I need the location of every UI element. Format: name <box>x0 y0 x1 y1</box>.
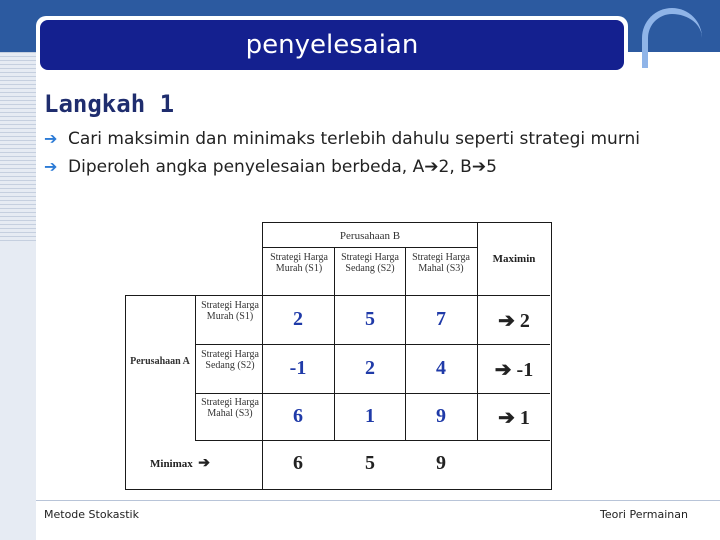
col-header-s3: Strategi Harga Mahal (S3) <box>412 252 470 274</box>
minimax-value: 5 <box>365 452 375 474</box>
inline-arrow-icon: ➔ <box>471 157 487 177</box>
table-line <box>195 440 550 441</box>
footer-right: Teori Permainan <box>600 508 688 521</box>
bullet-list <box>44 128 704 184</box>
row-header-s3: Strategi Harga Mahal (S3) <box>201 397 259 419</box>
col-header-s2: Strategi Harga Sedang (S2) <box>341 252 399 274</box>
bullet-text: Cari maksimin dan minimaks terlebih dahulu seperti strategi murni <box>68 129 641 149</box>
slide-heading: Langkah 1 <box>44 90 175 118</box>
cell-value: 7 <box>436 308 446 330</box>
table-line <box>477 222 478 440</box>
maximin-number: 1 <box>519 407 530 429</box>
left-decor-lines <box>0 52 36 242</box>
cell-value: 2 <box>293 308 303 330</box>
arrow-icon: ➔ <box>498 407 515 429</box>
footer-left: Metode Stokastik <box>44 508 139 521</box>
minimax-value: 9 <box>436 452 446 474</box>
cell-value: 9 <box>436 405 446 427</box>
slide-title: penyelesaian <box>245 30 419 60</box>
minimax-text: Minimax <box>150 458 193 470</box>
bullet-arrow-icon: ➔ <box>44 157 58 176</box>
minimax-value: 6 <box>293 452 303 474</box>
table-line <box>405 247 406 440</box>
bullet-arrow-icon: ➔ <box>44 129 58 148</box>
maximin-value <box>480 308 548 333</box>
bullet-text <box>68 156 704 178</box>
table-line <box>195 295 550 296</box>
cell-value: 4 <box>436 357 446 379</box>
row-header-s2: Strategi Harga Sedang (S2) <box>201 349 259 371</box>
arrow-icon: ➔ <box>498 310 515 332</box>
cell-value: 2 <box>365 357 375 379</box>
maximin-value <box>480 405 548 430</box>
cell-value: 6 <box>293 405 303 427</box>
title-bar <box>40 20 624 70</box>
company-a-label: Perusahaan A <box>130 356 190 367</box>
cell-value: -1 <box>289 357 307 379</box>
table-line <box>195 344 550 345</box>
bullet-text-before: Diperoleh angka penyelesaian berbeda, A <box>68 157 425 177</box>
logo-arc-icon <box>642 8 702 68</box>
maximin-value <box>480 357 548 382</box>
inline-arrow-icon: ➔ <box>424 157 439 177</box>
company-b-label: Perusahaan B <box>339 230 401 242</box>
cell-value: 5 <box>365 308 375 330</box>
table-line <box>195 295 196 440</box>
table-line <box>262 247 478 248</box>
table-line <box>334 247 335 440</box>
row-header-s1: Strategi Harga Murah (S1) <box>201 300 259 322</box>
maximin-number: 2 <box>519 310 530 332</box>
col-header-s1: Strategi Harga Murah (S1) <box>270 252 328 274</box>
minimax-label <box>150 455 210 472</box>
arrow-icon: ➔ <box>494 359 512 381</box>
arrow-icon: ➔ <box>198 456 211 471</box>
bullet-item <box>44 128 704 150</box>
bullet-sep: , B <box>449 157 472 177</box>
b-value: 5 <box>486 157 497 177</box>
footer-divider <box>36 500 720 501</box>
bullet-item <box>44 156 704 178</box>
maximin-header: Maximin <box>492 253 536 265</box>
table-line <box>195 393 550 394</box>
cell-value: 1 <box>365 405 375 427</box>
a-value: 2 <box>438 157 450 177</box>
maximin-number: -1 <box>516 359 534 381</box>
